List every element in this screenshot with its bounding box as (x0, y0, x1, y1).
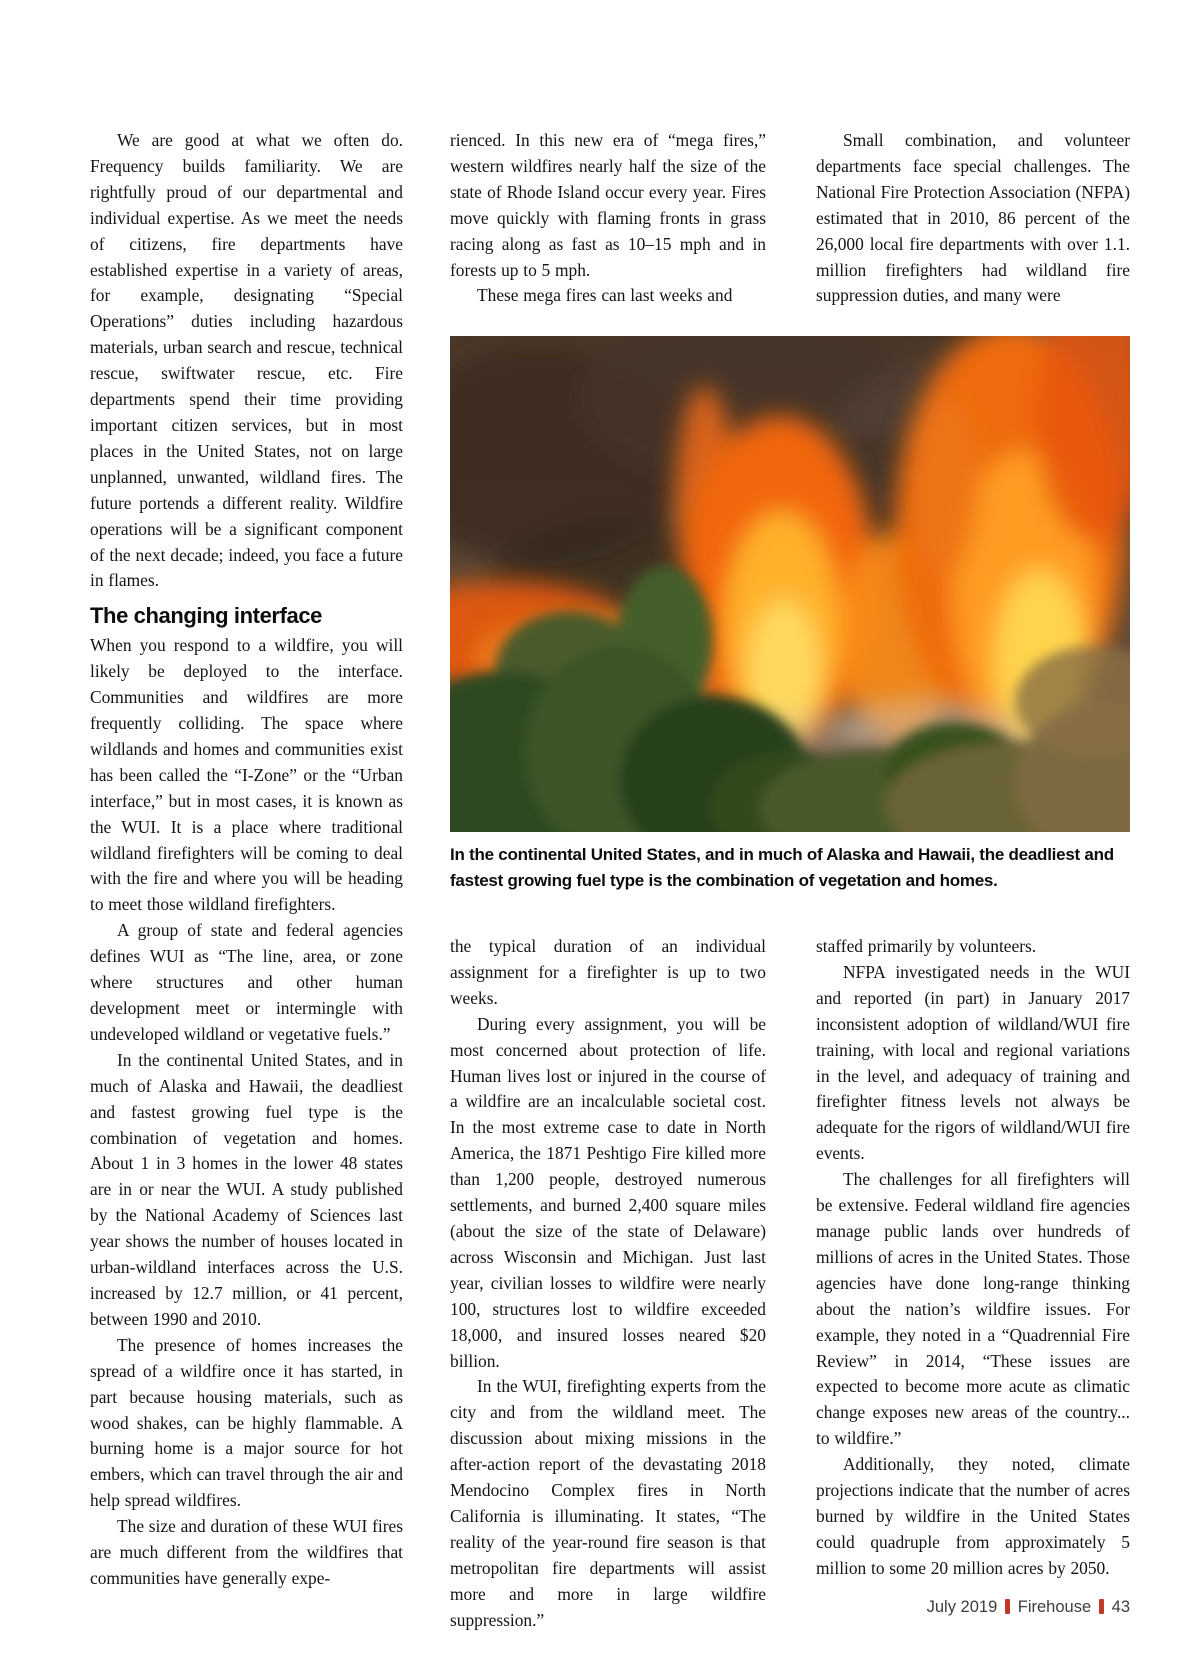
paragraph: the typical duration of an individual assignment for a firefighter is up to two weeks. (450, 936, 766, 1008)
footer-issue-date: July 2019 (926, 1598, 998, 1616)
footer-page-number: 43 (1111, 1598, 1130, 1616)
wildfire-photo (450, 336, 1130, 832)
paragraph: During every assignment, you will be most concerned about protection of life. Human lives lost or injured in the course of a wildfire are an incalculable societal cost. In the most extreme case to date in North America, the 1871 Peshtigo Fire killed more than 1,200 people, destroyed numerous settlements, and burned 2,400 square miles (about the size of the state of Delaware) across Wisconsin and Michigan. Just last year, civilian losses to wildfire were nearly 100, structures lost to wildfire exceeded 18,000, and insured losses neared $20 billion. (450, 1013, 766, 1371)
column-middle-top (450, 128, 766, 309)
paragraph: staffed primarily by volunteers. (816, 936, 1037, 956)
wildfire-photo-art (450, 336, 1130, 832)
paragraph: These mega fires can last weeks and (477, 285, 733, 306)
column-middle-bottom (450, 934, 766, 1633)
footer-magazine-name: Firehouse (1017, 1598, 1092, 1616)
paragraph: Additionally, they noted, climate projections indicate that the number of acres burned by wildfire in the United States could quadruple from approximately 5 million to some 20 million acres by 2050. (816, 1454, 1130, 1578)
column-right-top (816, 128, 1130, 309)
page-footer (927, 1598, 1130, 1617)
paragraph: A group of state and federal agencies defines WUI as “The line, area, or zone where structures and other human development meet or intermingle with undeveloped wildland or vegetative fuels.” (90, 920, 403, 1044)
paragraph: When you respond to a wildfire, you will likely be deployed to the interface. Communities and wildfires are more frequently colliding. The space where wildlands and homes and communities exist has been called the “I-Zone” or the “Urban interface,” but in most cases, it is known as the WUI. It is a place where traditional wildland firefighters will be coming to deal with the fire and where you will be heading to meet those wildland firefighters. (90, 635, 403, 915)
column-right-bottom (816, 934, 1130, 1582)
photo-caption: In the continental United States, and in much of Alaska and Hawaii, the deadliest and fastest growing fuel type is the combination of vegetation and homes. (450, 845, 1114, 890)
paragraph: The size and duration of these WUI fires are much different from the wildfires that communities have generally expe- (90, 1516, 403, 1588)
paragraph: NFPA investigated needs in the WUI and reported (in part) in January 2017 inconsistent adoption of wildland/WUI fire training, with local and regional variations in the level, and adequacy of training and firefighter fitness levels not always be adequate for the rigors of wildland/WUI fire events. (816, 961, 1130, 1164)
section-heading: The changing interface (90, 603, 323, 629)
paragraph: rienced. In this new era of “mega fires,” western wildfires nearly half the size of the state of Rhode Island occur every year. Fires move quickly with flaming fronts in grass racing along as fast as 10–15 mph and in forests up to 5 mph. (450, 130, 766, 280)
paragraph: In the WUI, firefighting experts from the city and from the wildland meet. The discussion about mixing missions in the after-action report of the devastating 2018 Mendocino Complex fires in North California is illuminating. It states, “The reality of the year-round fire season is that metropolitan fire departments will assist more and more in large wildfire suppression.” (450, 1376, 766, 1630)
paragraph: The presence of homes increases the spread of a wildfire once it has started, in part because housing materials, such as wood shakes, can be highly flammable. A burning home is a major source for hot embers, which can travel through the air and help spread wildfires. (90, 1334, 403, 1511)
paragraph: Small combination, and volunteer departments face special challenges. The National Fire Protection Association (NFPA) estimated that in 2010, 86 percent of the 26,000 local fire departments with over 1.1. million firefighters had wildland fire suppression duties, and many were (816, 130, 1130, 306)
footer-divider-icon (1005, 1599, 1010, 1614)
paragraph: In the continental United States, and in much of Alaska and Hawaii, the deadliest and fastest growing fuel type is the combination of vegetation and homes. About 1 in 3 homes in the lower 48 states are in or near the WUI. A study published by the National Academy of Sciences last year shows the number of houses located in urban-wildland interfaces across the U.S. increased by 12.7 million, or 41 percent, between 1990 and 2010. (90, 1049, 403, 1329)
footer-divider-icon (1099, 1599, 1104, 1614)
paragraph: We are good at what we often do. Frequency builds familiarity. We are rightfully proud of our departmental and individual expertise. As we meet the needs of citizens, fire departments have established expertise in a variety of areas, for example, designating “Special Operations” duties including hazardous materials, urban search and rescue, technical rescue, swiftwater rescue, etc. Fire departments spend their time providing important citizen services, but in most places in the United States, not on large unplanned, unwanted, wildland fires. The future portends a different reality. Wildfire operations will be a significant component of the next decade; indeed, you face a future in flames. (90, 130, 403, 591)
paragraph: The challenges for all firefighters will be extensive. Federal wildland fire agencies manage public lands over hundreds of millions of acres in the United States. Those agencies have done long-range thinking about the nation’s wildfire issues. For example, they noted in a “Quadrennial Fire Review” in 2014, “These issues are expected to become more acute as climatic change exposes new areas of the country... to wildfire.” (816, 1169, 1130, 1449)
column-left (90, 128, 403, 1592)
